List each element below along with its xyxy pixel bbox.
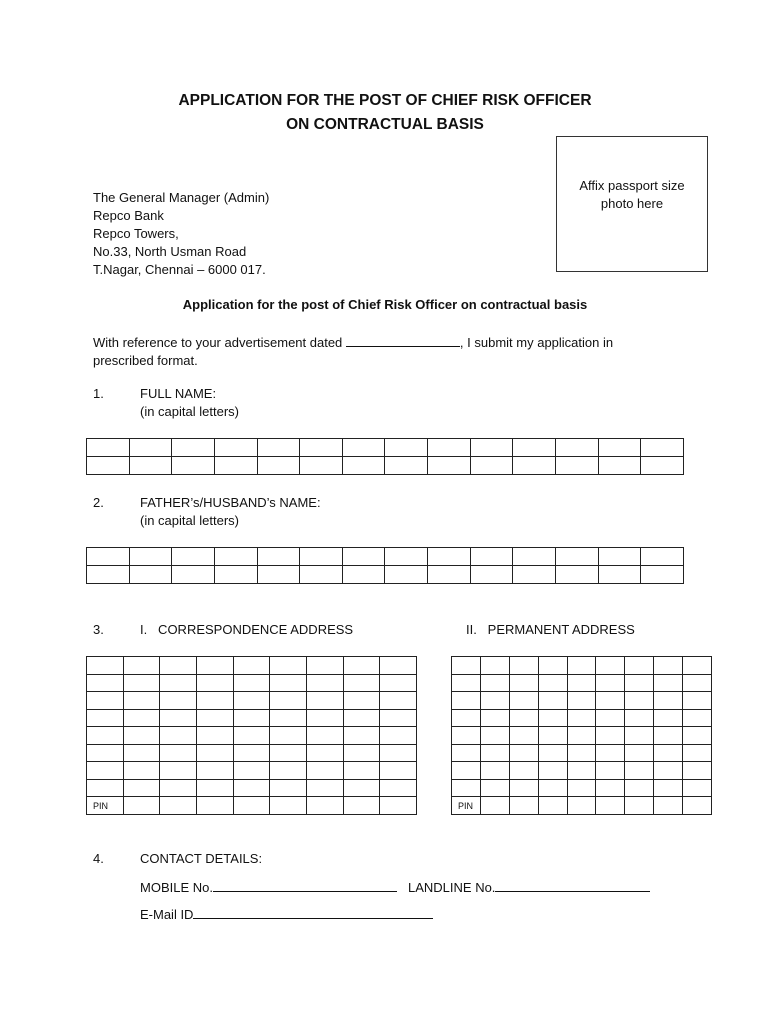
grid-cell[interactable] <box>196 762 233 780</box>
grid-cell[interactable] <box>233 762 270 780</box>
grid-cell[interactable] <box>380 779 417 797</box>
grid-cell[interactable] <box>683 709 712 727</box>
grid-cell[interactable] <box>257 457 300 475</box>
grid-cell[interactable] <box>625 692 654 710</box>
grid-cell[interactable] <box>509 674 538 692</box>
grid-cell[interactable] <box>160 727 197 745</box>
grid-cell[interactable] <box>343 709 380 727</box>
grid-cell[interactable] <box>538 674 567 692</box>
grid-cell[interactable] <box>596 779 625 797</box>
intro-paragraph <box>93 332 613 370</box>
email-row <box>140 904 433 924</box>
addressee-line: No.33, North Usman Road <box>93 244 247 259</box>
grid-cell[interactable] <box>567 674 596 692</box>
grid-cell[interactable] <box>641 566 684 584</box>
grid-cell[interactable] <box>567 797 596 815</box>
grid-cell[interactable] <box>233 744 270 762</box>
grid-cell[interactable] <box>300 548 343 566</box>
grid-cell[interactable] <box>509 692 538 710</box>
grid-cell[interactable] <box>683 762 712 780</box>
grid-cell[interactable] <box>123 657 160 675</box>
grid-cell[interactable] <box>87 779 124 797</box>
permanent-address-label: II. PERMANENT ADDRESS <box>466 622 635 637</box>
grid-cell[interactable] <box>380 744 417 762</box>
grid-cell[interactable] <box>538 727 567 745</box>
pin-label-cell: PIN <box>87 797 124 815</box>
grid-cell[interactable] <box>172 457 215 475</box>
grid-cell[interactable] <box>567 692 596 710</box>
grid-cell[interactable] <box>342 439 385 457</box>
grid-cell[interactable] <box>625 779 654 797</box>
grid-cell[interactable] <box>257 439 300 457</box>
grid-cell[interactable] <box>625 762 654 780</box>
grid-cell[interactable] <box>654 709 683 727</box>
intro-text-part2: , I submit my application in <box>459 335 614 350</box>
grid-cell[interactable] <box>270 692 307 710</box>
grid-cell[interactable] <box>214 566 257 584</box>
grid-cell[interactable] <box>598 457 641 475</box>
grid-cell[interactable] <box>596 744 625 762</box>
grid-cell[interactable] <box>598 566 641 584</box>
grid-cell[interactable] <box>300 457 343 475</box>
grid-cell[interactable] <box>538 692 567 710</box>
advertisement-date-field[interactable] <box>346 332 460 347</box>
grid-cell[interactable] <box>196 744 233 762</box>
grid-cell[interactable] <box>567 762 596 780</box>
grid-cell[interactable] <box>598 548 641 566</box>
grid-cell[interactable] <box>129 439 172 457</box>
pin-label-cell: PIN <box>452 797 481 815</box>
grid-cell[interactable] <box>385 439 428 457</box>
grid-cell[interactable] <box>625 797 654 815</box>
email-label: E-Mail ID <box>140 907 194 922</box>
grid-cell[interactable] <box>596 797 625 815</box>
grid-cell[interactable] <box>683 692 712 710</box>
grid-cell[interactable] <box>654 762 683 780</box>
grid-cell[interactable] <box>452 709 481 727</box>
grid-cell[interactable] <box>509 762 538 780</box>
father-name-grid[interactable] <box>86 547 684 584</box>
grid-cell[interactable] <box>538 657 567 675</box>
grid-cell[interactable] <box>342 457 385 475</box>
grid-cell[interactable] <box>87 439 130 457</box>
grid-cell[interactable] <box>380 709 417 727</box>
grid-cell[interactable] <box>87 762 124 780</box>
grid-row <box>87 779 417 797</box>
grid-cell[interactable] <box>257 548 300 566</box>
addressee-line: Repco Bank <box>93 208 164 223</box>
grid-cell[interactable] <box>380 674 417 692</box>
grid-cell[interactable] <box>385 457 428 475</box>
grid-cell[interactable] <box>380 692 417 710</box>
grid-cell[interactable] <box>654 797 683 815</box>
grid-cell[interactable] <box>160 692 197 710</box>
grid-cell[interactable] <box>270 779 307 797</box>
grid-cell[interactable] <box>343 674 380 692</box>
grid-row <box>87 709 417 727</box>
grid-cell[interactable] <box>596 657 625 675</box>
photo-box[interactable] <box>556 136 708 272</box>
grid-cell[interactable] <box>196 727 233 745</box>
intro-text-line2: prescribed format. <box>93 353 198 368</box>
page-title-line2: ON CONTRACTUAL BASIS <box>286 116 484 133</box>
grid-cell[interactable] <box>452 762 481 780</box>
grid-cell[interactable] <box>385 566 428 584</box>
grid-cell[interactable] <box>160 762 197 780</box>
grid-cell[interactable] <box>300 566 343 584</box>
addressee-line: T.Nagar, Chennai – 6000 017. <box>93 262 266 277</box>
grid-cell[interactable] <box>233 727 270 745</box>
grid-cell[interactable] <box>129 548 172 566</box>
grid-cell[interactable] <box>129 566 172 584</box>
grid-cell[interactable] <box>306 727 343 745</box>
grid-cell[interactable] <box>596 727 625 745</box>
grid-cell[interactable] <box>270 674 307 692</box>
grid-cell[interactable] <box>509 779 538 797</box>
grid-cell[interactable] <box>567 727 596 745</box>
grid-cell[interactable] <box>513 548 556 566</box>
grid-cell[interactable] <box>654 657 683 675</box>
grid-cell[interactable] <box>509 657 538 675</box>
grid-cell[interactable] <box>428 439 471 457</box>
grid-cell[interactable] <box>306 779 343 797</box>
grid-row <box>452 657 712 675</box>
grid-cell[interactable] <box>270 727 307 745</box>
grid-cell[interactable] <box>343 692 380 710</box>
grid-cell[interactable] <box>480 797 509 815</box>
grid-cell[interactable] <box>172 566 215 584</box>
grid-cell[interactable] <box>87 674 124 692</box>
grid-cell[interactable] <box>257 566 300 584</box>
grid-cell[interactable] <box>123 727 160 745</box>
grid-cell[interactable] <box>480 674 509 692</box>
grid-row <box>452 727 712 745</box>
grid-cell[interactable] <box>480 762 509 780</box>
email-field[interactable] <box>193 904 433 919</box>
grid-row <box>452 762 712 780</box>
grid-cell[interactable] <box>233 709 270 727</box>
grid-cell[interactable] <box>129 457 172 475</box>
grid-cell[interactable] <box>683 674 712 692</box>
grid-cell[interactable] <box>270 762 307 780</box>
grid-cell[interactable] <box>452 674 481 692</box>
full-name-grid[interactable] <box>86 438 684 475</box>
grid-cell[interactable] <box>654 692 683 710</box>
correspondence-address-grid[interactable] <box>86 656 417 815</box>
grid-row <box>87 762 417 780</box>
grid-cell[interactable] <box>342 566 385 584</box>
grid-cell[interactable] <box>538 709 567 727</box>
grid-cell[interactable] <box>683 657 712 675</box>
grid-cell[interactable] <box>470 548 513 566</box>
grid-cell[interactable] <box>538 779 567 797</box>
grid-cell[interactable] <box>470 457 513 475</box>
grid-cell[interactable] <box>509 709 538 727</box>
landline-row <box>408 877 650 897</box>
grid-cell[interactable] <box>306 674 343 692</box>
grid-cell[interactable] <box>480 692 509 710</box>
grid-cell[interactable] <box>233 692 270 710</box>
grid-cell[interactable] <box>385 548 428 566</box>
grid-cell[interactable] <box>306 797 343 815</box>
grid-cell[interactable] <box>233 779 270 797</box>
grid-cell[interactable] <box>654 779 683 797</box>
permanent-address-grid[interactable] <box>451 656 712 815</box>
grid-cell[interactable] <box>380 727 417 745</box>
field-number-3: 3. <box>93 622 104 637</box>
landline-field[interactable] <box>495 877 650 892</box>
grid-row <box>452 709 712 727</box>
grid-cell[interactable] <box>196 797 233 815</box>
grid-cell[interactable] <box>196 657 233 675</box>
photo-instruction-line1: Affix passport size <box>579 178 685 193</box>
grid-row <box>87 657 417 675</box>
mobile-label: MOBILE No. <box>140 880 213 895</box>
grid-cell[interactable] <box>306 692 343 710</box>
subject-line: Application for the post of Chief Risk Officer on contractual basis <box>182 297 588 312</box>
mobile-field[interactable] <box>213 877 397 892</box>
grid-cell[interactable] <box>160 744 197 762</box>
grid-cell[interactable] <box>214 457 257 475</box>
grid-cell[interactable] <box>380 797 417 815</box>
grid-row <box>87 727 417 745</box>
grid-cell[interactable] <box>123 674 160 692</box>
grid-cell[interactable] <box>683 779 712 797</box>
grid-cell[interactable] <box>509 744 538 762</box>
grid-cell[interactable] <box>87 744 124 762</box>
grid-cell[interactable] <box>654 727 683 745</box>
grid-cell[interactable] <box>123 744 160 762</box>
grid-cell[interactable] <box>470 566 513 584</box>
grid-cell[interactable] <box>556 439 599 457</box>
addressee-line: The General Manager (Admin) <box>93 190 270 205</box>
grid-row <box>87 566 684 584</box>
grid-cell[interactable] <box>343 727 380 745</box>
grid-cell[interactable] <box>342 548 385 566</box>
grid-row <box>452 674 712 692</box>
grid-cell[interactable] <box>480 779 509 797</box>
grid-cell[interactable] <box>596 709 625 727</box>
grid-cell[interactable] <box>683 797 712 815</box>
grid-cell[interactable] <box>196 674 233 692</box>
father-name-sublabel: (in capital letters) <box>140 513 239 528</box>
grid-cell[interactable] <box>172 439 215 457</box>
grid-cell[interactable] <box>123 797 160 815</box>
grid-cell[interactable] <box>270 709 307 727</box>
grid-cell[interactable] <box>513 439 556 457</box>
father-name-label: FATHER’s/HUSBAND’s NAME: <box>140 495 321 510</box>
grid-cell[interactable] <box>306 709 343 727</box>
grid-cell[interactable] <box>380 657 417 675</box>
grid-cell[interactable] <box>306 657 343 675</box>
grid-cell[interactable] <box>598 439 641 457</box>
grid-cell[interactable] <box>428 548 471 566</box>
grid-cell[interactable] <box>452 657 481 675</box>
grid-cell[interactable] <box>87 657 124 675</box>
grid-row <box>87 457 684 475</box>
grid-cell[interactable] <box>270 744 307 762</box>
grid-cell[interactable] <box>641 457 684 475</box>
grid-cell[interactable] <box>625 744 654 762</box>
grid-row <box>87 439 684 457</box>
field-number-4: 4. <box>93 851 104 866</box>
grid-cell[interactable] <box>596 692 625 710</box>
grid-cell[interactable] <box>567 779 596 797</box>
grid-row <box>87 674 417 692</box>
grid-cell[interactable] <box>556 457 599 475</box>
correspondence-address-label: I. CORRESPONDENCE ADDRESS <box>140 622 354 637</box>
intro-text-part1: With reference to your advertisement dated <box>93 335 343 350</box>
grid-cell[interactable] <box>123 709 160 727</box>
grid-cell[interactable] <box>380 762 417 780</box>
mobile-row <box>140 877 397 897</box>
full-name-sublabel: (in capital letters) <box>140 404 239 419</box>
grid-cell[interactable] <box>160 674 197 692</box>
contact-details-label: CONTACT DETAILS: <box>140 851 263 866</box>
full-name-label: FULL NAME: <box>140 386 217 401</box>
grid-cell[interactable] <box>683 744 712 762</box>
grid-cell[interactable] <box>270 797 307 815</box>
grid-cell[interactable] <box>452 727 481 745</box>
grid-cell[interactable] <box>596 762 625 780</box>
grid-cell[interactable] <box>214 548 257 566</box>
grid-cell[interactable] <box>343 762 380 780</box>
field-number-1: 1. <box>93 386 104 401</box>
grid-cell[interactable] <box>513 566 556 584</box>
grid-cell[interactable] <box>343 657 380 675</box>
grid-cell[interactable] <box>509 797 538 815</box>
grid-cell[interactable] <box>556 548 599 566</box>
grid-cell[interactable] <box>343 779 380 797</box>
grid-cell[interactable] <box>428 457 471 475</box>
grid-cell[interactable] <box>538 762 567 780</box>
grid-cell[interactable] <box>160 779 197 797</box>
grid-cell[interactable] <box>270 657 307 675</box>
grid-cell[interactable] <box>87 548 130 566</box>
grid-cell[interactable] <box>214 439 257 457</box>
grid-cell[interactable] <box>87 566 130 584</box>
grid-cell[interactable] <box>87 457 130 475</box>
grid-cell[interactable] <box>513 457 556 475</box>
grid-cell[interactable] <box>654 744 683 762</box>
grid-cell[interactable] <box>87 692 124 710</box>
grid-cell[interactable] <box>567 744 596 762</box>
grid-cell[interactable] <box>160 709 197 727</box>
grid-cell[interactable] <box>480 709 509 727</box>
landline-label: LANDLINE No. <box>408 880 496 895</box>
grid-row <box>87 692 417 710</box>
grid-cell[interactable] <box>625 657 654 675</box>
grid-cell[interactable] <box>625 709 654 727</box>
grid-row <box>87 797 417 815</box>
grid-cell[interactable] <box>452 692 481 710</box>
addressee-line: Repco Towers, <box>93 226 179 241</box>
grid-cell[interactable] <box>196 779 233 797</box>
grid-cell[interactable] <box>306 744 343 762</box>
grid-cell[interactable] <box>538 797 567 815</box>
page-title-line1: APPLICATION FOR THE POST OF CHIEF RISK OFFICER <box>178 92 592 109</box>
grid-cell[interactable] <box>196 709 233 727</box>
grid-cell[interactable] <box>123 779 160 797</box>
grid-cell[interactable] <box>625 727 654 745</box>
grid-cell[interactable] <box>641 439 684 457</box>
grid-cell[interactable] <box>556 566 599 584</box>
grid-cell[interactable] <box>654 674 683 692</box>
grid-cell[interactable] <box>538 744 567 762</box>
grid-cell[interactable] <box>233 797 270 815</box>
grid-cell[interactable] <box>625 674 654 692</box>
grid-cell[interactable] <box>567 657 596 675</box>
grid-cell[interactable] <box>509 727 538 745</box>
grid-cell[interactable] <box>567 709 596 727</box>
grid-cell[interactable] <box>123 762 160 780</box>
grid-cell[interactable] <box>160 657 197 675</box>
grid-cell[interactable] <box>233 674 270 692</box>
grid-cell[interactable] <box>160 797 197 815</box>
grid-cell[interactable] <box>596 674 625 692</box>
grid-cell[interactable] <box>123 692 160 710</box>
grid-cell[interactable] <box>196 692 233 710</box>
grid-cell[interactable] <box>300 439 343 457</box>
grid-row <box>452 744 712 762</box>
grid-cell[interactable] <box>172 548 215 566</box>
photo-instruction-line2: photo here <box>600 196 664 211</box>
grid-cell[interactable] <box>343 744 380 762</box>
grid-cell[interactable] <box>480 657 509 675</box>
grid-cell[interactable] <box>306 762 343 780</box>
addressee-block <box>93 189 269 279</box>
grid-cell[interactable] <box>452 744 481 762</box>
grid-row <box>87 744 417 762</box>
grid-row <box>452 692 712 710</box>
grid-cell[interactable] <box>233 657 270 675</box>
grid-cell[interactable] <box>480 727 509 745</box>
grid-cell[interactable] <box>480 744 509 762</box>
grid-cell[interactable] <box>470 439 513 457</box>
grid-row <box>87 548 684 566</box>
grid-row <box>452 797 712 815</box>
grid-row <box>452 779 712 797</box>
grid-cell[interactable] <box>452 779 481 797</box>
grid-cell[interactable] <box>343 797 380 815</box>
grid-cell[interactable] <box>641 548 684 566</box>
grid-cell[interactable] <box>428 566 471 584</box>
field-number-2: 2. <box>93 495 104 510</box>
grid-cell[interactable] <box>87 709 124 727</box>
grid-cell[interactable] <box>683 727 712 745</box>
grid-cell[interactable] <box>87 727 124 745</box>
